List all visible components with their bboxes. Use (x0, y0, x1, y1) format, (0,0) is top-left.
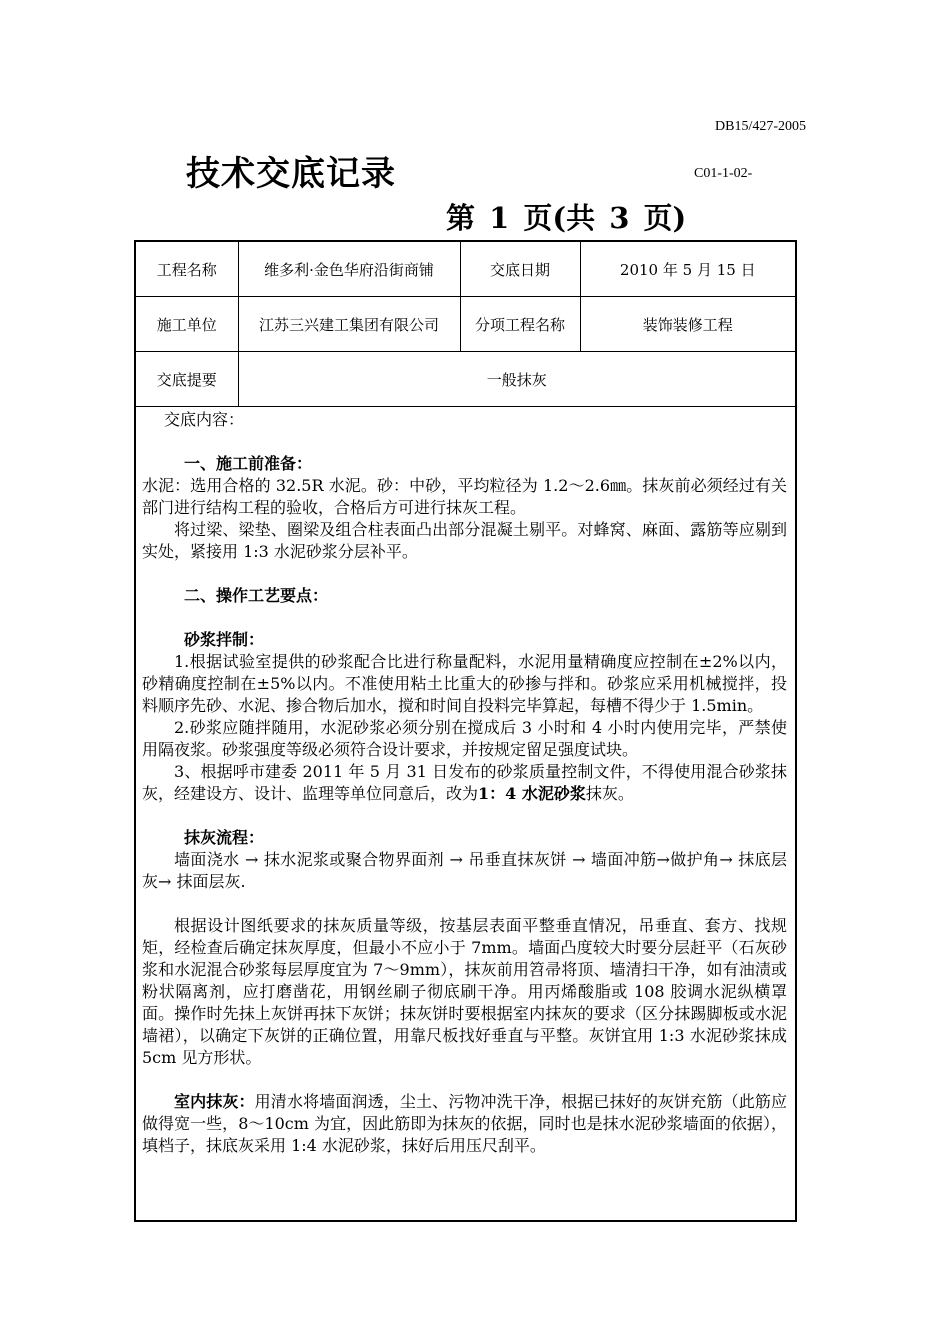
mortar-p3-text: 3、根据呼市建委 2011 年 5 月 31 日发布的砂浆质量控制文件，不得使用混合砂浆抹灰，经建设方、设计、监理等单位同意后，改为 (142, 762, 787, 803)
mortar-p3-end: 抹灰。 (585, 784, 634, 803)
section-1-paragraph-2: 将过梁、梁垫、圈梁及组合柱表面凸出部分混凝土剔平。对蜂窝、麻面、露筋等应剔到实处，紧接用 1:3 水泥砂浆分层补平。 (142, 520, 787, 561)
briefing-content (136, 407, 795, 1157)
mortar-ratio-highlight: 1：4 水泥砂浆 (478, 784, 586, 803)
mortar-paragraph-3 (142, 761, 787, 805)
table-row (136, 352, 795, 407)
mortar-mixing-title: 砂浆拌制： (184, 630, 265, 649)
mortar-paragraph-2: 2.砂浆应随拌随用，水泥砂浆必须分别在搅成后 3 小时和 4 小时内使用完毕，严禁使用隔夜浆。砂浆强度等级必须符合设计要求，并按规定留足强度试块。 (142, 718, 787, 759)
form-code: C01-1-02- (694, 166, 753, 181)
section-1-title: 一、施工前准备： (184, 454, 313, 473)
project-name-value: 维多利·金色华府沿街商铺 (238, 242, 460, 297)
contractor-value: 江苏三兴建工集团有限公司 (238, 297, 460, 352)
page-indicator: 第 1 页(共 3 页) (446, 201, 687, 235)
indoor-plaster-title: 室内抹灰： (174, 1092, 255, 1111)
table-row (136, 242, 795, 297)
section-2-title: 二、操作工艺要点： (184, 586, 329, 605)
plaster-flow-paragraph: 根据设计图纸要求的抹灰质量等级，按基层表面平整垂直情况，吊垂直、套方、找规矩，经检查后确定抹灰厚度，但最小不应小于 7mm。墙面凸度较大时要分层赶平（石灰砂浆和水泥混合砂浆每层厚度宜为 7～9mm），抹灰前用笤帚将顶、墙清扫干净，如有油渍或粉状隔离剂，应打磨凿花，用钢丝刷子彻底刷干净。用丙烯酸脂或 108 胶调水泥纵横罩面。操作时先抹上灰饼再抹下灰饼；抹灰饼时要根据室内抹灰的要求（区分抹踢脚板或水泥墙裙），以确定下灰饼的正确位置，用靠尺板找好垂直与平整。灰饼宜用 1:3 水泥砂浆抹成 5cm 见方形状。 (142, 916, 787, 1067)
section-1-paragraph-1: 水泥：选用合格的 32.5R 水泥。砂：中砂，平均粒径为 1.2～2.6㎜。抹灰前必须经过有关部门进行结构工程的验收，合格后方可进行抹灰工程。 (142, 476, 787, 517)
contractor-label: 施工单位 (136, 297, 238, 352)
table-row (136, 297, 795, 352)
summary-label: 交底提要 (136, 352, 238, 407)
sub-project-label: 分项工程名称 (460, 297, 580, 352)
mortar-paragraph-1: 1.根据试验室提供的砂浆配合比进行称量配料，水泥用量精确度应控制在±2%以内，砂精确度控制在±5%以内。不准使用粘土比重大的砂掺与拌和。砂浆应采用机械搅拌，投料顺序先砂、水泥、掺合物后加水，搅和时间自投料完毕算起，每槽不得少于 1.5min。 (142, 652, 787, 715)
content-label: 交底内容： (164, 410, 245, 429)
project-name-label: 工程名称 (136, 242, 238, 297)
standard-number: DB15/427-2005 (715, 119, 806, 134)
indoor-plaster-paragraph (142, 1091, 787, 1157)
plaster-flow-steps: 墙面浇水 → 抹水泥浆或聚合物界面剂 → 吊垂直抹灰饼 → 墙面冲筋→做护角→ 抹底层灰→ 抹面层灰. (142, 850, 787, 891)
info-table (136, 242, 795, 407)
document-title: 技术交底记录 (186, 154, 396, 194)
plaster-flow-title: 抹灰流程： (184, 828, 265, 847)
summary-value: 一般抹灰 (238, 352, 795, 407)
date-value: 2010 年 5 月 15 日 (580, 242, 795, 297)
date-label: 交底日期 (460, 242, 580, 297)
sub-project-value: 装饰装修工程 (580, 297, 795, 352)
record-sheet (134, 240, 797, 1222)
indoor-plaster-text: 用清水将墙面润透，尘土、污物冲洗干净，根据已抹好的灰饼充筋（此筋应做得宽一些，8～10cm 为宜，因此筋即为抹灰的依据，同时也是抹水泥砂浆墙面的依据），填档子，抹底灰采用 1:4 水泥砂浆，抹好后用压尺刮平。 (142, 1092, 787, 1155)
